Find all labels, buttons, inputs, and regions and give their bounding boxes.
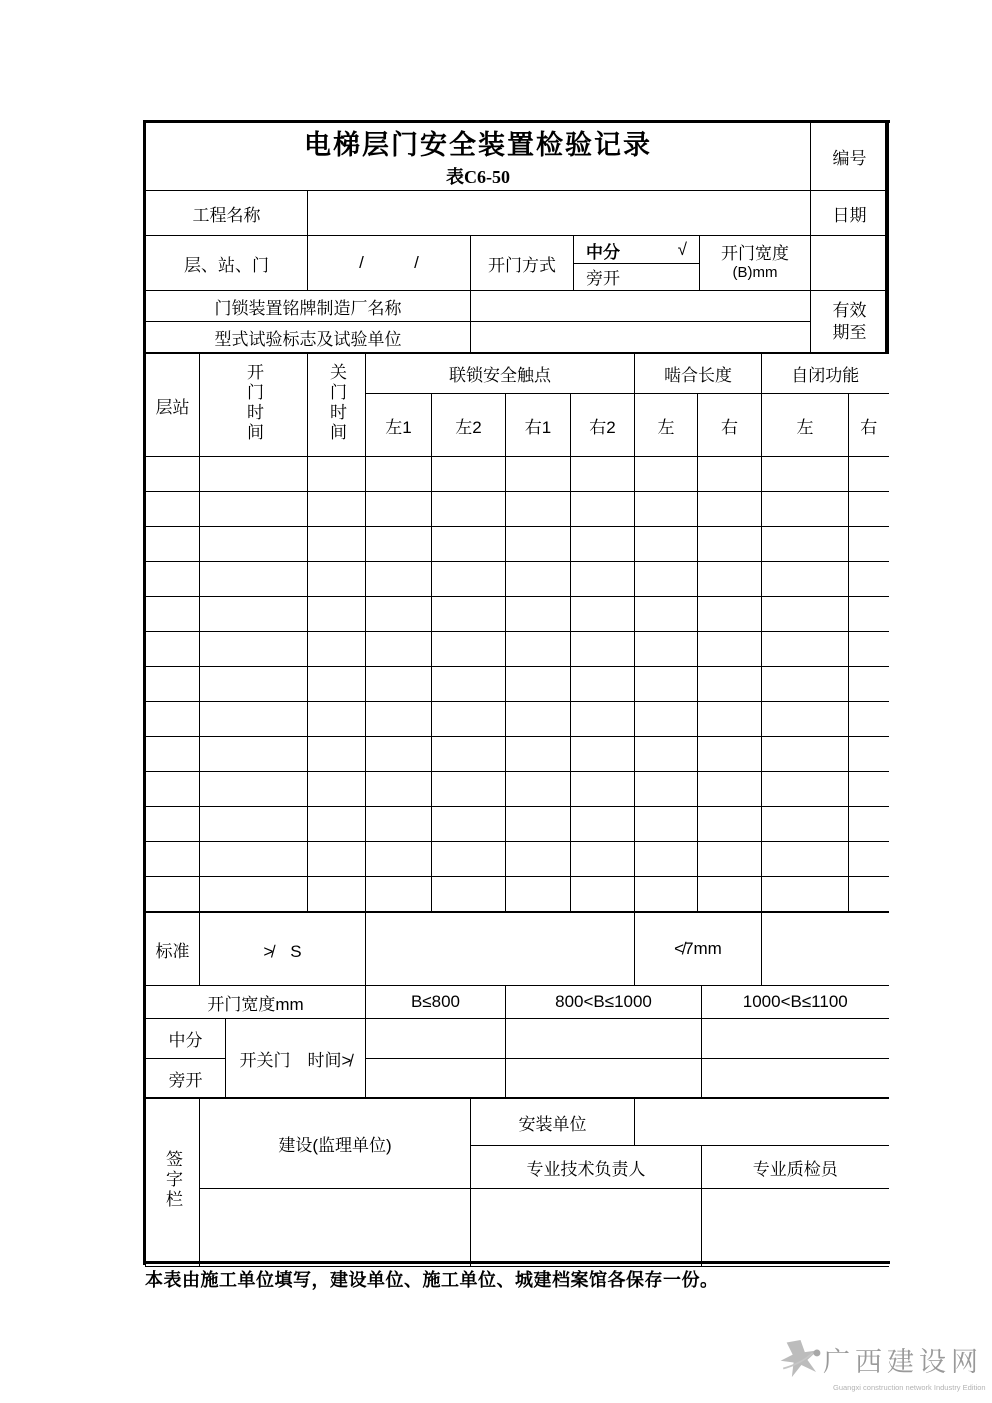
grid-cell[interactable]: [506, 457, 571, 492]
type-test-field[interactable]: [471, 322, 811, 353]
grid-cell[interactable]: [432, 807, 506, 842]
mesh-band-header: 啮合长度: [635, 354, 762, 394]
watermark: [778, 1336, 986, 1392]
door-mode-side-option[interactable]: [574, 263, 699, 289]
grid-cell[interactable]: [366, 737, 432, 772]
grid-cell[interactable]: [762, 877, 849, 912]
col-header-selfclose-right: 右: [849, 394, 889, 457]
grid-cell[interactable]: [762, 632, 849, 667]
grid-cell[interactable]: [762, 667, 849, 702]
width-range-3: 1000<B≤1100: [702, 986, 889, 1019]
grid-cell[interactable]: [571, 667, 635, 702]
grid-cell[interactable]: [432, 667, 506, 702]
grid-cell[interactable]: [146, 562, 200, 597]
slash-separator: /: [414, 253, 419, 272]
grid-cell[interactable]: [200, 667, 308, 702]
col-header-right2: 右2: [571, 394, 635, 457]
grid-cell[interactable]: [849, 562, 889, 597]
grid-cell[interactable]: [432, 562, 506, 597]
grid-empty-row: [146, 562, 889, 597]
grid-cell[interactable]: [698, 702, 762, 737]
grid-cell[interactable]: [506, 737, 571, 772]
grid-cell[interactable]: [635, 457, 698, 492]
open-close-standard-value: ≯ S: [200, 913, 366, 986]
width-range-1: B≤800: [366, 986, 506, 1019]
grid-cell[interactable]: [506, 492, 571, 527]
grid-cell[interactable]: [849, 527, 889, 562]
builder-signature-field[interactable]: [200, 1189, 471, 1267]
table-left-border: [143, 120, 146, 1265]
door-mode-center-option[interactable]: [574, 238, 699, 263]
grid-cell[interactable]: [308, 667, 366, 702]
door-width-row-label: 开门宽度mm: [146, 986, 366, 1019]
grid-cell[interactable]: [308, 702, 366, 737]
grid-cell[interactable]: [308, 632, 366, 667]
grid-cell[interactable]: [366, 492, 432, 527]
grid-cell[interactable]: [146, 702, 200, 737]
grid-cell[interactable]: [762, 597, 849, 632]
grid-cell[interactable]: [698, 842, 762, 877]
standard-empty-field[interactable]: [762, 913, 889, 986]
grid-cell[interactable]: [506, 807, 571, 842]
grid-cell[interactable]: [698, 737, 762, 772]
builder-unit-label: 建设(监理单位): [200, 1099, 471, 1189]
grid-cell[interactable]: [762, 527, 849, 562]
grid-empty-row: [146, 667, 889, 702]
date-label: 日期: [811, 191, 889, 236]
grid-cell[interactable]: [200, 737, 308, 772]
col-header-selfclose-left: 左: [762, 394, 849, 457]
grid-empty-row: [146, 772, 889, 807]
grid-cell[interactable]: [366, 842, 432, 877]
project-name-field[interactable]: [308, 191, 811, 236]
grid-cell[interactable]: [146, 807, 200, 842]
grid-cell[interactable]: [200, 492, 308, 527]
grid-cell[interactable]: [308, 807, 366, 842]
grid-cell[interactable]: [366, 667, 432, 702]
grid-cell[interactable]: [200, 527, 308, 562]
grid-cell[interactable]: [849, 877, 889, 912]
standard-label: 标准: [146, 913, 200, 986]
grid-cell[interactable]: [366, 702, 432, 737]
measurement-grid: [145, 353, 889, 912]
grid-cell[interactable]: [200, 842, 308, 877]
grid-cell[interactable]: [762, 702, 849, 737]
grid-cell[interactable]: [506, 632, 571, 667]
door-open-mode-label: 开门方式: [471, 236, 574, 291]
grid-cell[interactable]: [698, 807, 762, 842]
time-field[interactable]: [702, 1019, 889, 1059]
time-field[interactable]: [366, 1019, 506, 1059]
grid-body: [146, 457, 889, 912]
grid-cell[interactable]: [698, 772, 762, 807]
grid-cell[interactable]: [366, 562, 432, 597]
time-field[interactable]: [702, 1059, 889, 1098]
grid-cell[interactable]: [366, 807, 432, 842]
grid-cell[interactable]: [635, 562, 698, 597]
grid-cell[interactable]: [146, 737, 200, 772]
grid-cell[interactable]: [432, 702, 506, 737]
grid-empty-row: [146, 492, 889, 527]
time-field[interactable]: [506, 1059, 702, 1098]
grid-cell[interactable]: [698, 597, 762, 632]
standard-empty-field[interactable]: [366, 913, 635, 986]
grid-cell[interactable]: [506, 597, 571, 632]
floor-station-col-header: 层站: [146, 354, 200, 457]
grid-cell[interactable]: [571, 737, 635, 772]
grid-empty-row: [146, 877, 889, 912]
grid-cell[interactable]: [432, 632, 506, 667]
grid-cell[interactable]: [635, 702, 698, 737]
grid-cell[interactable]: [506, 527, 571, 562]
grid-cell[interactable]: [698, 527, 762, 562]
floor-station-door-field[interactable]: [308, 236, 471, 291]
grid-cell[interactable]: [762, 842, 849, 877]
grid-cell[interactable]: [146, 772, 200, 807]
grid-cell[interactable]: [849, 597, 889, 632]
grid-cell[interactable]: [635, 527, 698, 562]
grid-cell[interactable]: [571, 632, 635, 667]
watermark-name: 广西建设网: [823, 1346, 983, 1377]
grid-cell[interactable]: [849, 492, 889, 527]
grid-empty-row: [146, 597, 889, 632]
grid-cell[interactable]: [762, 807, 849, 842]
grid-cell[interactable]: [571, 877, 635, 912]
form-title: 电梯层门安全装置检验记录: [304, 129, 652, 160]
grid-cell[interactable]: [698, 632, 762, 667]
slash-separator: /: [359, 253, 364, 272]
side-open-row-label: 旁开: [146, 1059, 226, 1098]
grid-cell[interactable]: [762, 457, 849, 492]
footer-note: 本表由施工单位填写，建设单位、施工单位、城建档案馆各保存一份。: [145, 1270, 719, 1290]
self-close-band-header: 自闭功能: [762, 354, 889, 394]
grid-cell[interactable]: [571, 457, 635, 492]
grid-cell[interactable]: [200, 877, 308, 912]
grid-cell[interactable]: [146, 492, 200, 527]
grid-cell[interactable]: [635, 597, 698, 632]
grid-cell[interactable]: [506, 772, 571, 807]
grid-cell[interactable]: [506, 562, 571, 597]
grid-cell[interactable]: [635, 842, 698, 877]
time-field[interactable]: [366, 1059, 506, 1098]
grid-cell[interactable]: [571, 807, 635, 842]
interlock-band-header: 联锁安全触点: [366, 354, 635, 394]
qc-signature-field[interactable]: [702, 1189, 889, 1267]
col-header-left1: 左1: [366, 394, 432, 457]
grid-cell[interactable]: [308, 737, 366, 772]
grid-empty-row: [146, 527, 889, 562]
grid-cell[interactable]: [366, 457, 432, 492]
valid-until-label: 有效期至: [811, 291, 889, 353]
grid-cell[interactable]: [200, 562, 308, 597]
open-close-time-label: 开关门 时间≯: [226, 1019, 366, 1098]
col-header-mesh-left: 左: [635, 394, 698, 457]
grid-cell[interactable]: [366, 877, 432, 912]
grid-cell[interactable]: [308, 457, 366, 492]
grid-cell[interactable]: [308, 597, 366, 632]
grid-cell[interactable]: [698, 492, 762, 527]
grid-cell[interactable]: [571, 527, 635, 562]
signature-column-label: 签字栏: [146, 1099, 200, 1267]
grid-cell[interactable]: [308, 772, 366, 807]
grid-cell[interactable]: [146, 457, 200, 492]
form-header-table: [145, 122, 889, 353]
grid-cell[interactable]: [849, 772, 889, 807]
tech-lead-label: 专业技术负责人: [471, 1146, 702, 1189]
grid-empty-row: [146, 457, 889, 492]
grid-empty-row: [146, 702, 889, 737]
grid-cell[interactable]: [432, 842, 506, 877]
grid-cell[interactable]: [571, 702, 635, 737]
grid-cell[interactable]: [635, 667, 698, 702]
qc-label: 专业质检员: [702, 1146, 889, 1189]
table-right-border: [885, 120, 888, 353]
grid-cell[interactable]: [366, 772, 432, 807]
grid-cell[interactable]: [849, 737, 889, 772]
grid-cell[interactable]: [308, 562, 366, 597]
tech-lead-signature-field[interactable]: [471, 1189, 702, 1267]
grid-cell[interactable]: [308, 527, 366, 562]
grid-cell[interactable]: [849, 842, 889, 877]
grid-cell[interactable]: [366, 527, 432, 562]
grid-cell[interactable]: [146, 597, 200, 632]
grid-cell[interactable]: [571, 492, 635, 527]
open-time-col-header: 开门时间: [200, 354, 308, 457]
center-open-row-label: 中分: [146, 1019, 226, 1059]
grid-cell[interactable]: [506, 667, 571, 702]
door-width-field[interactable]: [811, 236, 889, 291]
grid-empty-row: [146, 737, 889, 772]
grid-cell[interactable]: [146, 842, 200, 877]
door-width-label: 开门宽度 (B)mm: [700, 236, 811, 291]
close-time-col-header: 关门时间: [308, 354, 366, 457]
width-range-2: 800<B≤1000: [506, 986, 702, 1019]
grid-cell[interactable]: [849, 667, 889, 702]
number-label: 编号: [811, 123, 889, 191]
grid-cell[interactable]: [635, 492, 698, 527]
grid-cell[interactable]: [849, 632, 889, 667]
door-mode-box: [574, 236, 700, 291]
grid-cell[interactable]: [432, 877, 506, 912]
floor-station-door-label: 层、站、门: [146, 236, 308, 291]
watermark-caption: Guangxi construction network Industry Edition: [833, 1383, 986, 1392]
grid-cell[interactable]: [200, 632, 308, 667]
grid-cell[interactable]: [849, 702, 889, 737]
grid-cell[interactable]: [200, 702, 308, 737]
grid-cell[interactable]: [146, 667, 200, 702]
grid-cell[interactable]: [635, 807, 698, 842]
grid-cell[interactable]: [432, 737, 506, 772]
form-number-code: 表C6-50: [446, 167, 510, 188]
grid-cell[interactable]: [698, 667, 762, 702]
table-bottom-border: [143, 1261, 890, 1264]
grid-cell[interactable]: [571, 842, 635, 877]
project-name-label: 工程名称: [146, 191, 308, 236]
grid-cell[interactable]: [432, 492, 506, 527]
center-open-label: 中分: [586, 242, 620, 262]
grid-cell[interactable]: [506, 702, 571, 737]
grid-cell[interactable]: [635, 737, 698, 772]
grid-cell[interactable]: [432, 772, 506, 807]
type-test-label: 型式试验标志及试验单位: [146, 322, 471, 353]
grid-cell[interactable]: [698, 457, 762, 492]
grid-cell[interactable]: [635, 772, 698, 807]
grid-cell[interactable]: [432, 527, 506, 562]
col-header-left2: 左2: [432, 394, 506, 457]
table-top-border: [143, 120, 890, 123]
title-cell: [146, 123, 811, 191]
grid-cell[interactable]: [571, 597, 635, 632]
lock-manufacturer-label: 门锁装置铭牌制造厂名称: [146, 291, 471, 322]
grid-cell[interactable]: [698, 877, 762, 912]
standards-table: [145, 912, 889, 1098]
grid-cell[interactable]: [762, 562, 849, 597]
grid-cell[interactable]: [308, 877, 366, 912]
grid-cell[interactable]: [432, 457, 506, 492]
grid-cell[interactable]: [146, 632, 200, 667]
grid-cell[interactable]: [571, 772, 635, 807]
grid-cell[interactable]: [635, 877, 698, 912]
grid-cell[interactable]: [200, 597, 308, 632]
grid-cell[interactable]: [366, 597, 432, 632]
grid-empty-row: [146, 632, 889, 667]
inspection-form: [145, 122, 888, 1263]
grid-cell[interactable]: [849, 457, 889, 492]
side-open-label: 旁开: [586, 268, 620, 288]
star-logo-icon: [778, 1336, 823, 1382]
grid-cell[interactable]: [146, 877, 200, 912]
grid-cell[interactable]: [698, 562, 762, 597]
installer-unit-field[interactable]: [635, 1099, 889, 1146]
grid-cell[interactable]: [146, 527, 200, 562]
signature-table: [145, 1098, 889, 1267]
time-field[interactable]: [506, 1019, 702, 1059]
grid-cell[interactable]: [308, 842, 366, 877]
grid-cell[interactable]: [200, 457, 308, 492]
col-header-right1: 右1: [506, 394, 571, 457]
grid-cell[interactable]: [762, 772, 849, 807]
grid-cell[interactable]: [849, 807, 889, 842]
grid-cell[interactable]: [762, 492, 849, 527]
grid-cell[interactable]: [506, 877, 571, 912]
grid-cell[interactable]: [635, 632, 698, 667]
mesh-standard-value: ≮7mm: [635, 913, 762, 986]
grid-empty-row: [146, 842, 889, 877]
grid-cell[interactable]: [432, 597, 506, 632]
grid-cell[interactable]: [762, 737, 849, 772]
grid-cell[interactable]: [366, 632, 432, 667]
grid-empty-row: [146, 807, 889, 842]
check-mark: √: [677, 240, 687, 259]
grid-cell[interactable]: [200, 807, 308, 842]
installer-unit-label: 安装单位: [471, 1099, 635, 1146]
grid-cell[interactable]: [571, 562, 635, 597]
grid-cell[interactable]: [308, 492, 366, 527]
col-header-mesh-right: 右: [698, 394, 762, 457]
grid-cell[interactable]: [200, 772, 308, 807]
grid-cell[interactable]: [506, 842, 571, 877]
lock-manufacturer-field[interactable]: [471, 291, 811, 322]
